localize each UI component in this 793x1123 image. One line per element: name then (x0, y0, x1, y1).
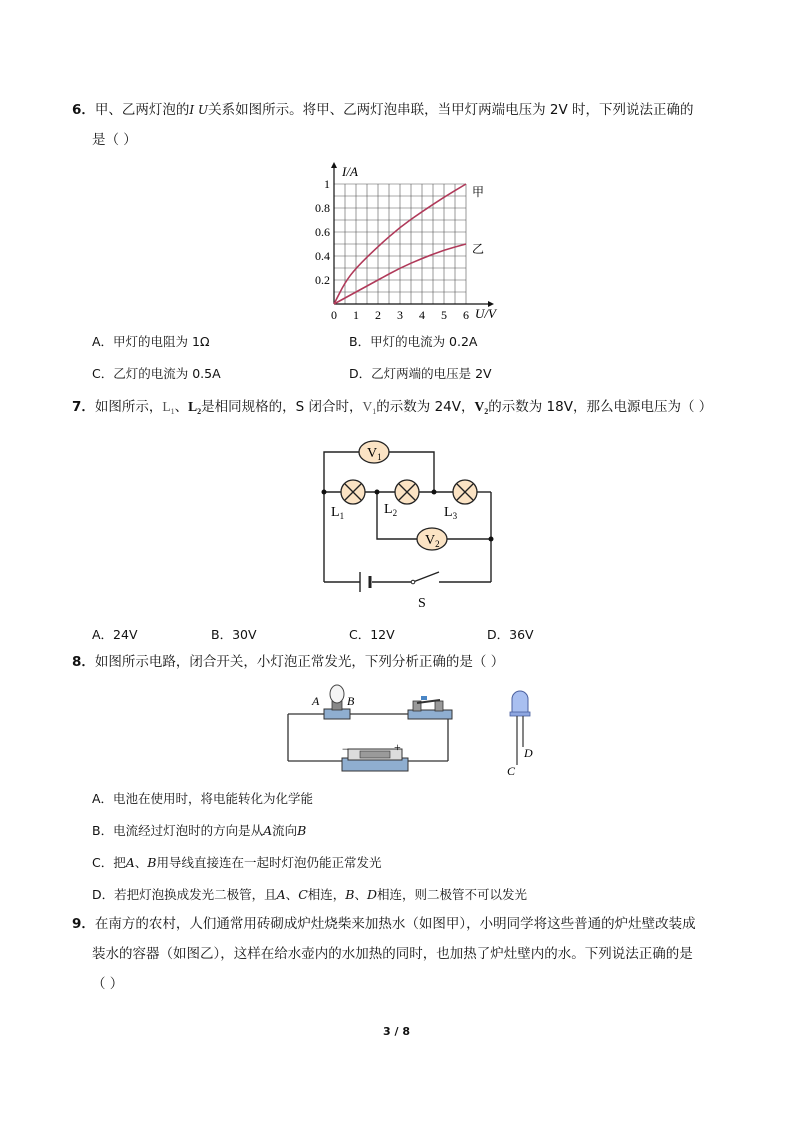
q7-v2: $V_2$ (474, 399, 489, 416)
plus-sign: + (394, 740, 401, 754)
y-tick-label: 1 (324, 177, 330, 191)
q9-text-1: 在南方的农村，人们通常用砖砌成炉灶烧柴来加热水（如图甲），小明同学将这些普通的炉灶壁改装成 (94, 916, 696, 932)
q6-option-a[interactable]: A．甲灯的电阻为 1Ω (92, 334, 210, 349)
y-axis-arrow (331, 162, 337, 168)
q7-v1: $V_1$ (362, 399, 377, 416)
q6-option-c[interactable]: C．乙灯的电流为 0.5A (92, 366, 221, 381)
x-tick-label: 4 (419, 308, 425, 322)
q7-text-d: 的示数为 18V，那么电源电压为（ ） (488, 399, 713, 415)
y-axis-label: I/A (342, 164, 358, 179)
x-tick-label: 6 (463, 308, 469, 322)
l1-label: $L_1$ (331, 505, 345, 521)
q8-option-b[interactable]: B．电流经过灯泡时的方向是从A流向B (92, 823, 307, 838)
x-tick-label: 0 (331, 308, 337, 322)
x-tick-label: 3 (397, 308, 403, 322)
q7-text-a: 如图所示， (94, 399, 163, 415)
q7-option-b[interactable]: B．30V (211, 627, 257, 642)
label-d: D (524, 746, 533, 760)
v2-label: $V_2$ (425, 533, 440, 549)
q7-option-c[interactable]: C．12V (349, 627, 395, 642)
y-tick-label: 0.2 (315, 273, 330, 287)
y-tick-label: 0.8 (315, 201, 330, 215)
q8-line1 (72, 652, 504, 672)
q9-line2: 装水的容器（如图乙），这样在给水壶内的水加热的同时，也加热了炉灶壁内的水。下列说法正确的是 (92, 946, 693, 962)
x-tick-label: 5 (441, 308, 447, 322)
knife-switch (408, 696, 452, 719)
series-yi-label: 乙 (472, 242, 485, 256)
q8-option-c[interactable]: C．把A、B用导线直接连在一起时灯泡仍能正常发光 (92, 855, 382, 870)
lamp-l3 (453, 480, 477, 504)
v1-label: $V_1$ (367, 446, 382, 462)
l2-label: $L_2$ (384, 502, 398, 518)
label-b: B (347, 694, 355, 708)
page-number: 3 / 8 (383, 1025, 410, 1038)
q8-text: 如图所示电路，闭合开关，小灯泡正常发光，下列分析正确的是（ ） (94, 654, 505, 670)
lamp-l2 (395, 480, 419, 504)
q9-line1 (72, 914, 696, 934)
q7-text-c: 的示数为 24V， (376, 399, 475, 415)
q8-circuit-picture (280, 683, 550, 783)
label-c: C (507, 764, 516, 778)
q8-option-d[interactable]: D．若把灯泡换成发光二极管，且A、C相连，B、D相连，则二极管不可以发光 (92, 887, 528, 902)
x-axis-label: U/V (475, 306, 496, 321)
q6-iu-chart (308, 160, 508, 326)
label-a: A (312, 694, 320, 708)
l3-label: $L_3$ (444, 505, 458, 521)
q7-number: 7． (72, 399, 95, 415)
q8-option-a[interactable]: A．电池在使用时，将电能转化为化学能 (92, 791, 314, 806)
q6-text-a: 甲、乙两灯泡的 (94, 102, 190, 118)
q7-sep: 、 (174, 399, 189, 415)
y-tick-label: 0.4 (315, 249, 330, 263)
lamp-l1 (341, 480, 365, 504)
q6-number: 6． (72, 102, 95, 118)
q7-circuit-diagram (310, 435, 510, 615)
q6-line2: 是（ ） (92, 132, 137, 148)
y-tick-label: 0.6 (315, 225, 330, 239)
q8-number: 8． (72, 654, 95, 670)
q9-line3: （ ） (92, 976, 124, 992)
q7-option-d[interactable]: D．36V (487, 627, 534, 642)
q6-line1 (72, 100, 693, 120)
q7-line1 (72, 397, 712, 422)
minus-sign: − (342, 742, 349, 756)
x-tick-label: 2 (375, 308, 381, 322)
q6-option-b[interactable]: B．甲灯的电流为 0.2A (349, 334, 478, 349)
q7-l2: $L_2$ (188, 399, 202, 416)
x-tick-label: 1 (353, 308, 359, 322)
switch-pivot (411, 580, 415, 584)
q9-number: 9． (72, 916, 95, 932)
q7-option-a[interactable]: A．24V (92, 627, 138, 642)
q6-option-d[interactable]: D．乙灯两端的电压是 2V (349, 366, 492, 381)
q7-text-b: 是相同规格的，S 闭合时， (201, 399, 363, 415)
series-jia-label: 甲 (472, 185, 485, 199)
q7-l1: $L_1$ (162, 399, 175, 416)
q6-text-b: 关系如图所示。将甲、乙两灯泡串联，当甲灯两端电压为 2V 时，下列说法正确的 (208, 102, 694, 118)
q6-iu: I U (189, 103, 209, 117)
chart-grid (334, 184, 466, 304)
switch-label: S (418, 596, 426, 611)
